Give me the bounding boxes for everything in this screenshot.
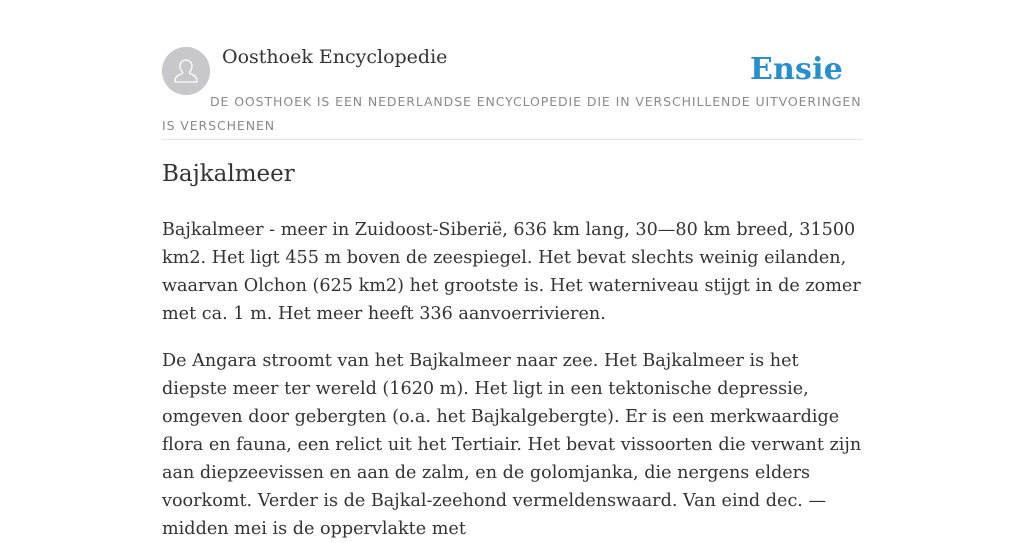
publication-description: DE OOSTHOEK IS EEN NEDERLANDSE ENCYCLOPEDIE DIE IN VERSCHILLENDE UITVOERINGEN IS VERSCHENEN <box>162 94 862 133</box>
publication-avatar[interactable] <box>162 47 210 95</box>
ensie-logo-link[interactable]: Ensie <box>749 52 843 87</box>
publication-name-link[interactable]: Oosthoek Encyclopedie <box>222 46 448 68</box>
page-container <box>162 0 862 539</box>
article-title: Bajkalmeer <box>162 161 295 187</box>
user-silhouette-icon <box>162 47 210 95</box>
article-paragraph-1: Bajkalmeer - meer in Zuidoost-Siberië, 636 km lang, 30—80 km breed, 31500 km2. Het ligt 455 m boven de zeespiegel. Het bevat slechts weinig eilanden, waarvan Olchon (625 km2) het grootste is. Het waterniveau stijgt in de zomer met ca. 1 m. Het meer heeft 336 aanvoerrivieren. <box>162 220 861 324</box>
publication-header <box>162 0 862 140</box>
article-paragraph-2: De Angara stroomt van het Bajkalmeer naar zee. Het Bajkalmeer is het diepste meer ter wereld (1620 m). Het ligt in een tektonische depressie, omgeven door gebergten (o.a. het Bajkalgebergte). Er is een merkwaardige flora en fauna, een relict uit het Tertiair. Het bevat vissoorten die verwant zijn aan diepzeevissen en aan de zalm, en de golomjanka, die nergens elders voorkomt. Verder is de Bajkal-zeehond vermeldenswaard. Van eind dec. —midden mei is de oppervlakte met <box>162 351 862 539</box>
